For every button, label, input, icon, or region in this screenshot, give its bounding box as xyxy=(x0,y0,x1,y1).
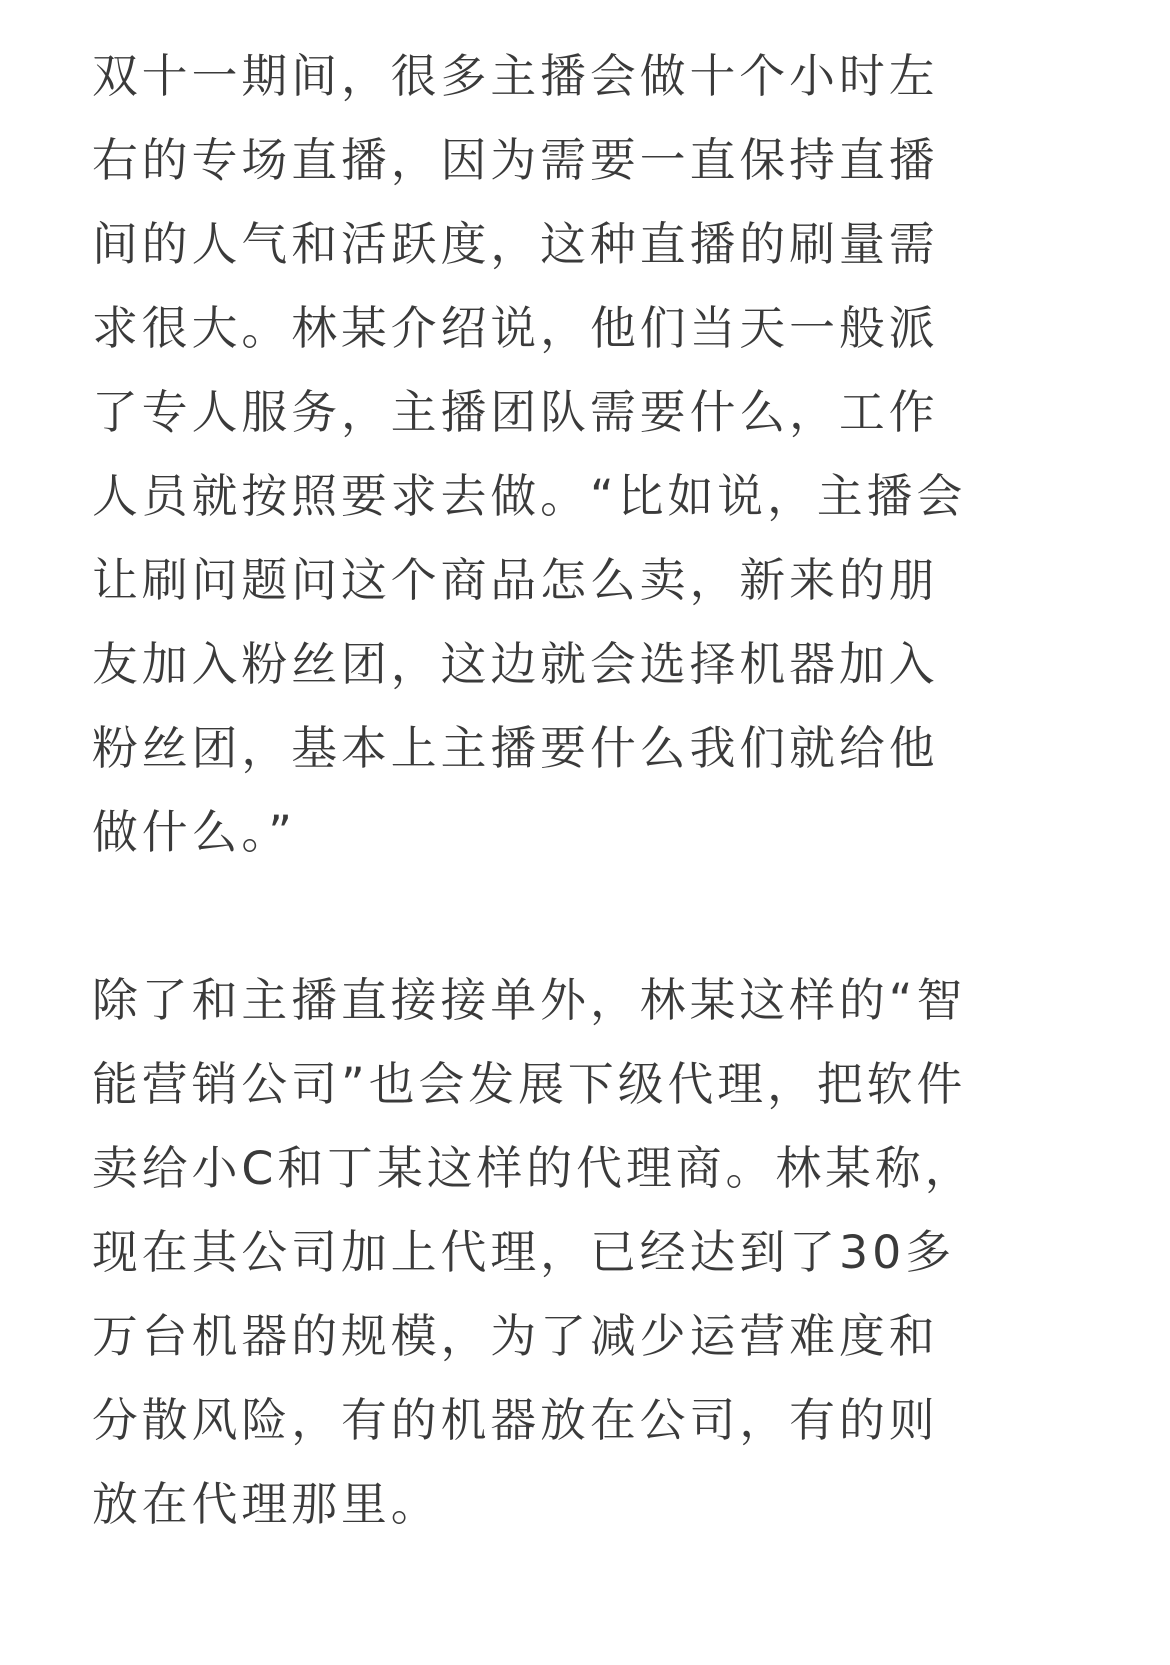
article-body xyxy=(92,34,1020,1546)
paragraph-spacer xyxy=(92,874,1020,958)
text-line: 除了和主播直接接单外，林某这样的“智 xyxy=(92,973,967,1027)
text-line: 右的专场直播，因为需要一直保持直播 xyxy=(92,133,939,187)
text-line: 现在其公司加上代理，已经达到了30多 xyxy=(92,1225,956,1279)
text-line: 人员就按照要求去做。“比如说，主播会 xyxy=(92,469,967,523)
text-line: 让刷问题问这个商品怎么卖，新来的朋 xyxy=(92,553,939,607)
text-line: 粉丝团，基本上主播要什么我们就给他 xyxy=(92,721,939,775)
text-line: 分散风险，有的机器放在公司，有的则 xyxy=(92,1393,939,1447)
text-line: 做什么。” xyxy=(92,805,297,859)
paragraph-2 xyxy=(92,958,1020,1546)
text-line: 友加入粉丝团，这边就会选择机器加入 xyxy=(92,637,939,691)
text-line: 能营销公司”也会发展下级代理，把软件 xyxy=(92,1057,967,1111)
text-line: 万台机器的规模，为了减少运营难度和 xyxy=(92,1309,939,1363)
text-line: 间的人气和活跃度，这种直播的刷量需 xyxy=(92,217,939,271)
text-line: 卖给小C和丁某这样的代理商。林某称， xyxy=(92,1141,975,1195)
text-line: 求很大。林某介绍说，他们当天一般派 xyxy=(92,301,939,355)
text-line: 了专人服务，主播团队需要什么，工作 xyxy=(92,385,939,439)
paragraph-1 xyxy=(92,34,1020,874)
text-line: 放在代理那里。 xyxy=(92,1477,441,1531)
text-line: 双十一期间，很多主播会做十个小时左 xyxy=(92,49,939,103)
